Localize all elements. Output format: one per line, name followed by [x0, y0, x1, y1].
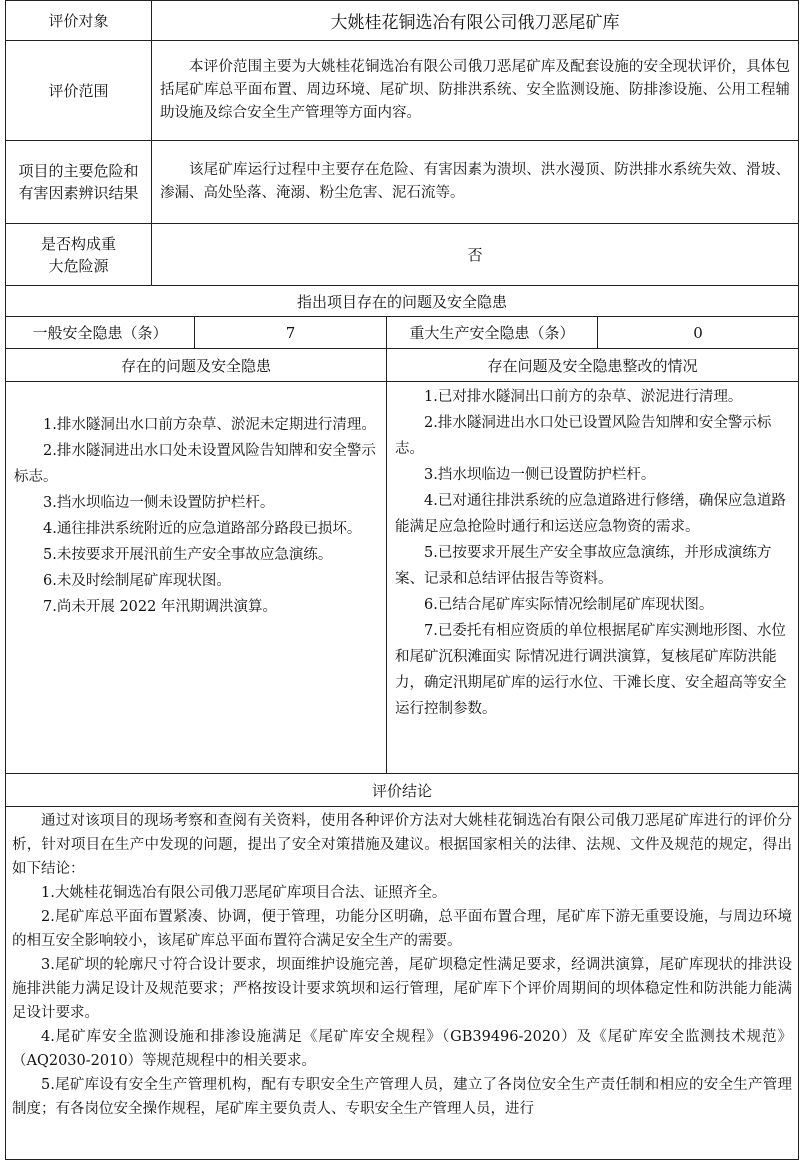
- row-major-hazard: [6, 224, 799, 286]
- evaluation-object-label: 评价对象: [6, 1, 152, 41]
- row-evaluation-scope: [6, 41, 799, 141]
- hazard-identification-text: 该尾矿库运行过程中主要存在危险、有害因素为溃坝、洪水漫顶、防洪排水系统失效、滑坡、渗漏、高处坠落、淹溺、粉尘危害、泥石流等。: [160, 162, 790, 201]
- general-hazard-count: 7: [195, 317, 387, 349]
- major-hazard-count: 0: [598, 317, 799, 349]
- rectification-item: 4.已对通往排洪系统的应急道路进行修缮，确保应急道路能满足应急抢险时通行和运送应急物资的需求。: [395, 493, 786, 535]
- conclusion-paragraph: 4.尾矿库安全监测设施和排渗设施满足《尾矿库安全规程》（GB39496-2020）及《尾矿库安全监测技术规范》（AQ2030-2010）等规范规程中的相关要求。: [12, 1029, 792, 1069]
- conclusion-paragraph: 1.大姚桂花铜选冶有限公司俄刀恶尾矿库项目合法、证照齐全。: [41, 885, 447, 901]
- row-hazard-identification: [6, 141, 799, 224]
- rectification-item: 3.挡水坝临边一侧已设置防护栏杆。: [424, 467, 656, 483]
- evaluation-scope-label: 评价范围: [6, 41, 152, 141]
- issues-section-title: 指出项目存在的问题及安全隐患: [6, 286, 799, 317]
- conclusion-title: 评价结论: [6, 774, 799, 807]
- problem-item: 6.未及时绘制尾矿库现状图。: [43, 573, 231, 589]
- conclusion-paragraph: 3.尾矿坝的轮廓尺寸符合设计要求，坝面维护设施完善，尾矿坝稳定性满足要求，经调洪演算，尾矿库现状的排洪设施排洪能力满足设计及规范要求；严格按设计要求筑坝和运行管理，尾矿库下个评价周期间的坝体稳定性和防洪能力能满足设计要求。: [12, 957, 792, 1021]
- conclusion-paragraph: 5.尾矿库设有安全生产管理机构，配有专职安全生产管理人员，建立了各岗位安全生产责任制和相应的安全生产管理制度；有各岗位安全操作规程，尾矿库主要负责人、专职安全生产管理人员，进行: [12, 1077, 792, 1117]
- problems-list: [6, 382, 387, 774]
- rectification-list: [387, 382, 799, 774]
- problem-item: 4.通往排洪系统附近的应急道路部分路段已损坏。: [43, 521, 362, 537]
- evaluation-table: [5, 0, 799, 1160]
- row-conclusion-body: [6, 807, 799, 1160]
- problem-item: 3.挡水坝临边一侧未设置防护栏杆。: [43, 495, 275, 511]
- rectification-item: 6.已结合尾矿库实际情况绘制尾矿库现状图。: [424, 597, 714, 613]
- problem-item: 7.尚未开展 2022 年汛期调洪演算。: [43, 599, 277, 615]
- row-issue-headers: [6, 349, 799, 382]
- rectification-item: 1.已对排水隧洞出口前方的杂草、淤泥进行清理。: [424, 389, 743, 405]
- conclusion-paragraph: 2.尾矿库总平面布置紧凑、协调，便于管理，功能分区明确，总平面布置合理，尾矿库下游无重要设施，与周边环境的相互安全影响较小，该尾矿库总平面布置符合满足安全生产的需要。: [12, 909, 792, 949]
- rectification-item: 7.已委托有相应资质的单位根据尾矿库实测地形图、水位和尾矿沉积滩面实 际情况进行调洪演算，复核尾矿库防洪能力，确定汛期尾矿库的运行水位、干滩长度、安全超高等安全运行控制参数。: [395, 623, 787, 717]
- general-hazard-count-label: 一般安全隐患（条）: [6, 317, 195, 349]
- evaluation-object-value: 大姚桂花铜选冶有限公司俄刀恶尾矿库: [152, 1, 799, 41]
- hazard-identification-label: 项目的主要危险和有害因素辨识结果: [6, 141, 152, 224]
- evaluation-scope-cell: [152, 41, 799, 141]
- conclusion-body: [6, 807, 799, 1160]
- row-issue-lists: [6, 382, 799, 774]
- problem-item: 2.排水隧洞进出水口处未设置风险告知牌和安全警示标志。: [14, 443, 376, 485]
- rectification-item: 5.已按要求开展生产安全事故应急演练，并形成演练方案、记录和总结评估报告等资料。: [395, 545, 772, 587]
- row-evaluation-object: [6, 1, 799, 41]
- major-hazard-value: 否: [152, 224, 799, 286]
- rectification-header: 存在问题及安全隐患整改的情况: [387, 349, 799, 382]
- row-issue-counts: [6, 317, 799, 349]
- hazard-identification-cell: [152, 141, 799, 224]
- major-hazard-label: 是否构成重大危险源: [6, 224, 152, 286]
- problem-item: 5.未按要求开展汛前生产安全事故应急演练。: [43, 547, 333, 563]
- evaluation-table-sheet: [5, 0, 798, 1157]
- problems-header: 存在的问题及安全隐患: [6, 349, 387, 382]
- row-issues-title: [6, 286, 799, 317]
- rectification-item: 2.排水隧洞进出水口处已设置风险告知牌和安全警示标志。: [395, 415, 772, 457]
- row-conclusion-title: [6, 774, 799, 807]
- evaluation-scope-text: 本评价范围主要为大姚桂花铜选冶有限公司俄刀恶尾矿库及配套设施的安全现状评价，具体包括尾矿库总平面布置、周边环境、尾矿坝、防排洪系统、安全监测设施、防排渗设施、公用工程辅助设施及综合安全生产管理等方面内容。: [160, 59, 790, 121]
- problem-item: 1.排水隧洞出水口前方杂草、淤泥未定期进行清理。: [43, 417, 376, 433]
- conclusion-paragraph: 通过对该项目的现场考察和查阅有关资料，使用各种评价方法对大姚桂花铜选冶有限公司俄刀恶尾矿库进行的评价分析，针对项目在生产中发现的问题，提出了安全对策措施及建议。根据国家相关的法律、法规、文件及规范的规定，得出如下结论：: [12, 813, 792, 877]
- major-hazard-count-label: 重大生产安全隐患（条）: [387, 317, 598, 349]
